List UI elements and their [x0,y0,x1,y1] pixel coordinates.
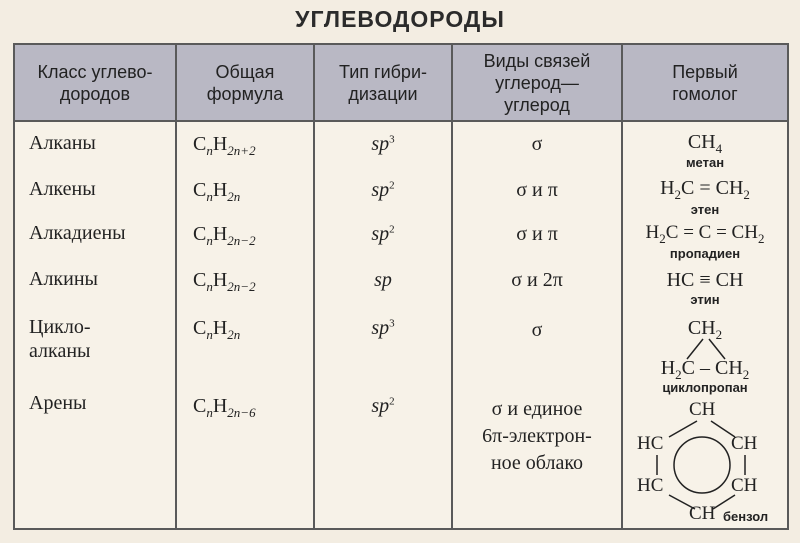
hybridization-cell: $sp^3$ [371,133,395,155]
homolog-name: бензол [723,509,769,524]
benzene-ch: HC [637,433,664,454]
class-cell: Алкадиены [29,222,126,244]
hybridization-cell: $sp^2$ [371,179,395,201]
homolog-name: этин [690,292,720,307]
header-hybridization: Тип гибри- дизации [339,61,427,104]
benzene-ch: CH [731,475,758,496]
formula-cell: $C_nH_{2n+2}$ [193,133,256,158]
homolog-name: метан [685,155,725,170]
benzene-structure [627,399,787,525]
homolog-name: пропадиен [669,246,741,261]
hydrocarbons-table [13,43,789,530]
bonds-cell: σ и π [516,223,558,245]
benzene-ch: CH [689,503,716,524]
hybridization-cell: $sp^2$ [371,395,395,417]
homolog-formula: $CH_4$ [687,131,723,156]
class-cell: Алкены [29,178,96,200]
bonds-cell: σ и π [516,179,558,201]
class-cell: Арены [29,392,87,414]
homolog-formula: $H_2C - CH_2$ [660,357,750,382]
formula-cell: $C_nH_{2n-6}$ [193,395,256,420]
formula-cell: $C_nH_{2n-2}$ [193,223,256,248]
header-class: Класс углево- дородов [37,61,153,104]
header-homolog: Первый гомолог [672,61,738,104]
homolog-name: этен [690,202,720,217]
hybridization-cell: $sp^2$ [371,223,395,245]
hybridization-cell: sp [374,269,392,291]
formula-cell: $C_nH_{2n-2}$ [193,269,256,294]
formula-cell: $C_nH_{2n}$ [193,179,241,204]
benzene-ch: CH [689,399,716,420]
bonds-cell: σ и 2π [511,269,563,291]
class-cell: Цикло- алканы [29,316,91,362]
page-title: УГЛЕВОДОРОДЫ [295,6,505,32]
bonds-cell: σ [531,133,543,155]
homolog-formula: $H_2C = CH_2$ [660,177,750,202]
header-formula: Общая формула [206,61,284,104]
header-bonds: Виды связей углерод— углерод [483,50,591,115]
homolog-formula: $H_2C = C = CH_2$ [645,222,765,246]
benzene-ch: HC [637,475,664,496]
formula-cell: $C_nH_{2n}$ [193,317,241,342]
hybridization-cell: $sp^3$ [371,317,395,339]
homolog-name: циклопропан [662,380,748,395]
bonds-cell: σ и единое 6π-электрон- ное облако [482,398,592,474]
homolog-formula: HC ≡ CH [666,269,744,291]
bonds-cell: σ [531,319,543,341]
class-cell: Алкины [29,268,98,290]
benzene-ch: CH [731,433,758,454]
class-cell: Алканы [29,132,96,154]
homolog-formula: $CH_2$ [687,317,723,342]
